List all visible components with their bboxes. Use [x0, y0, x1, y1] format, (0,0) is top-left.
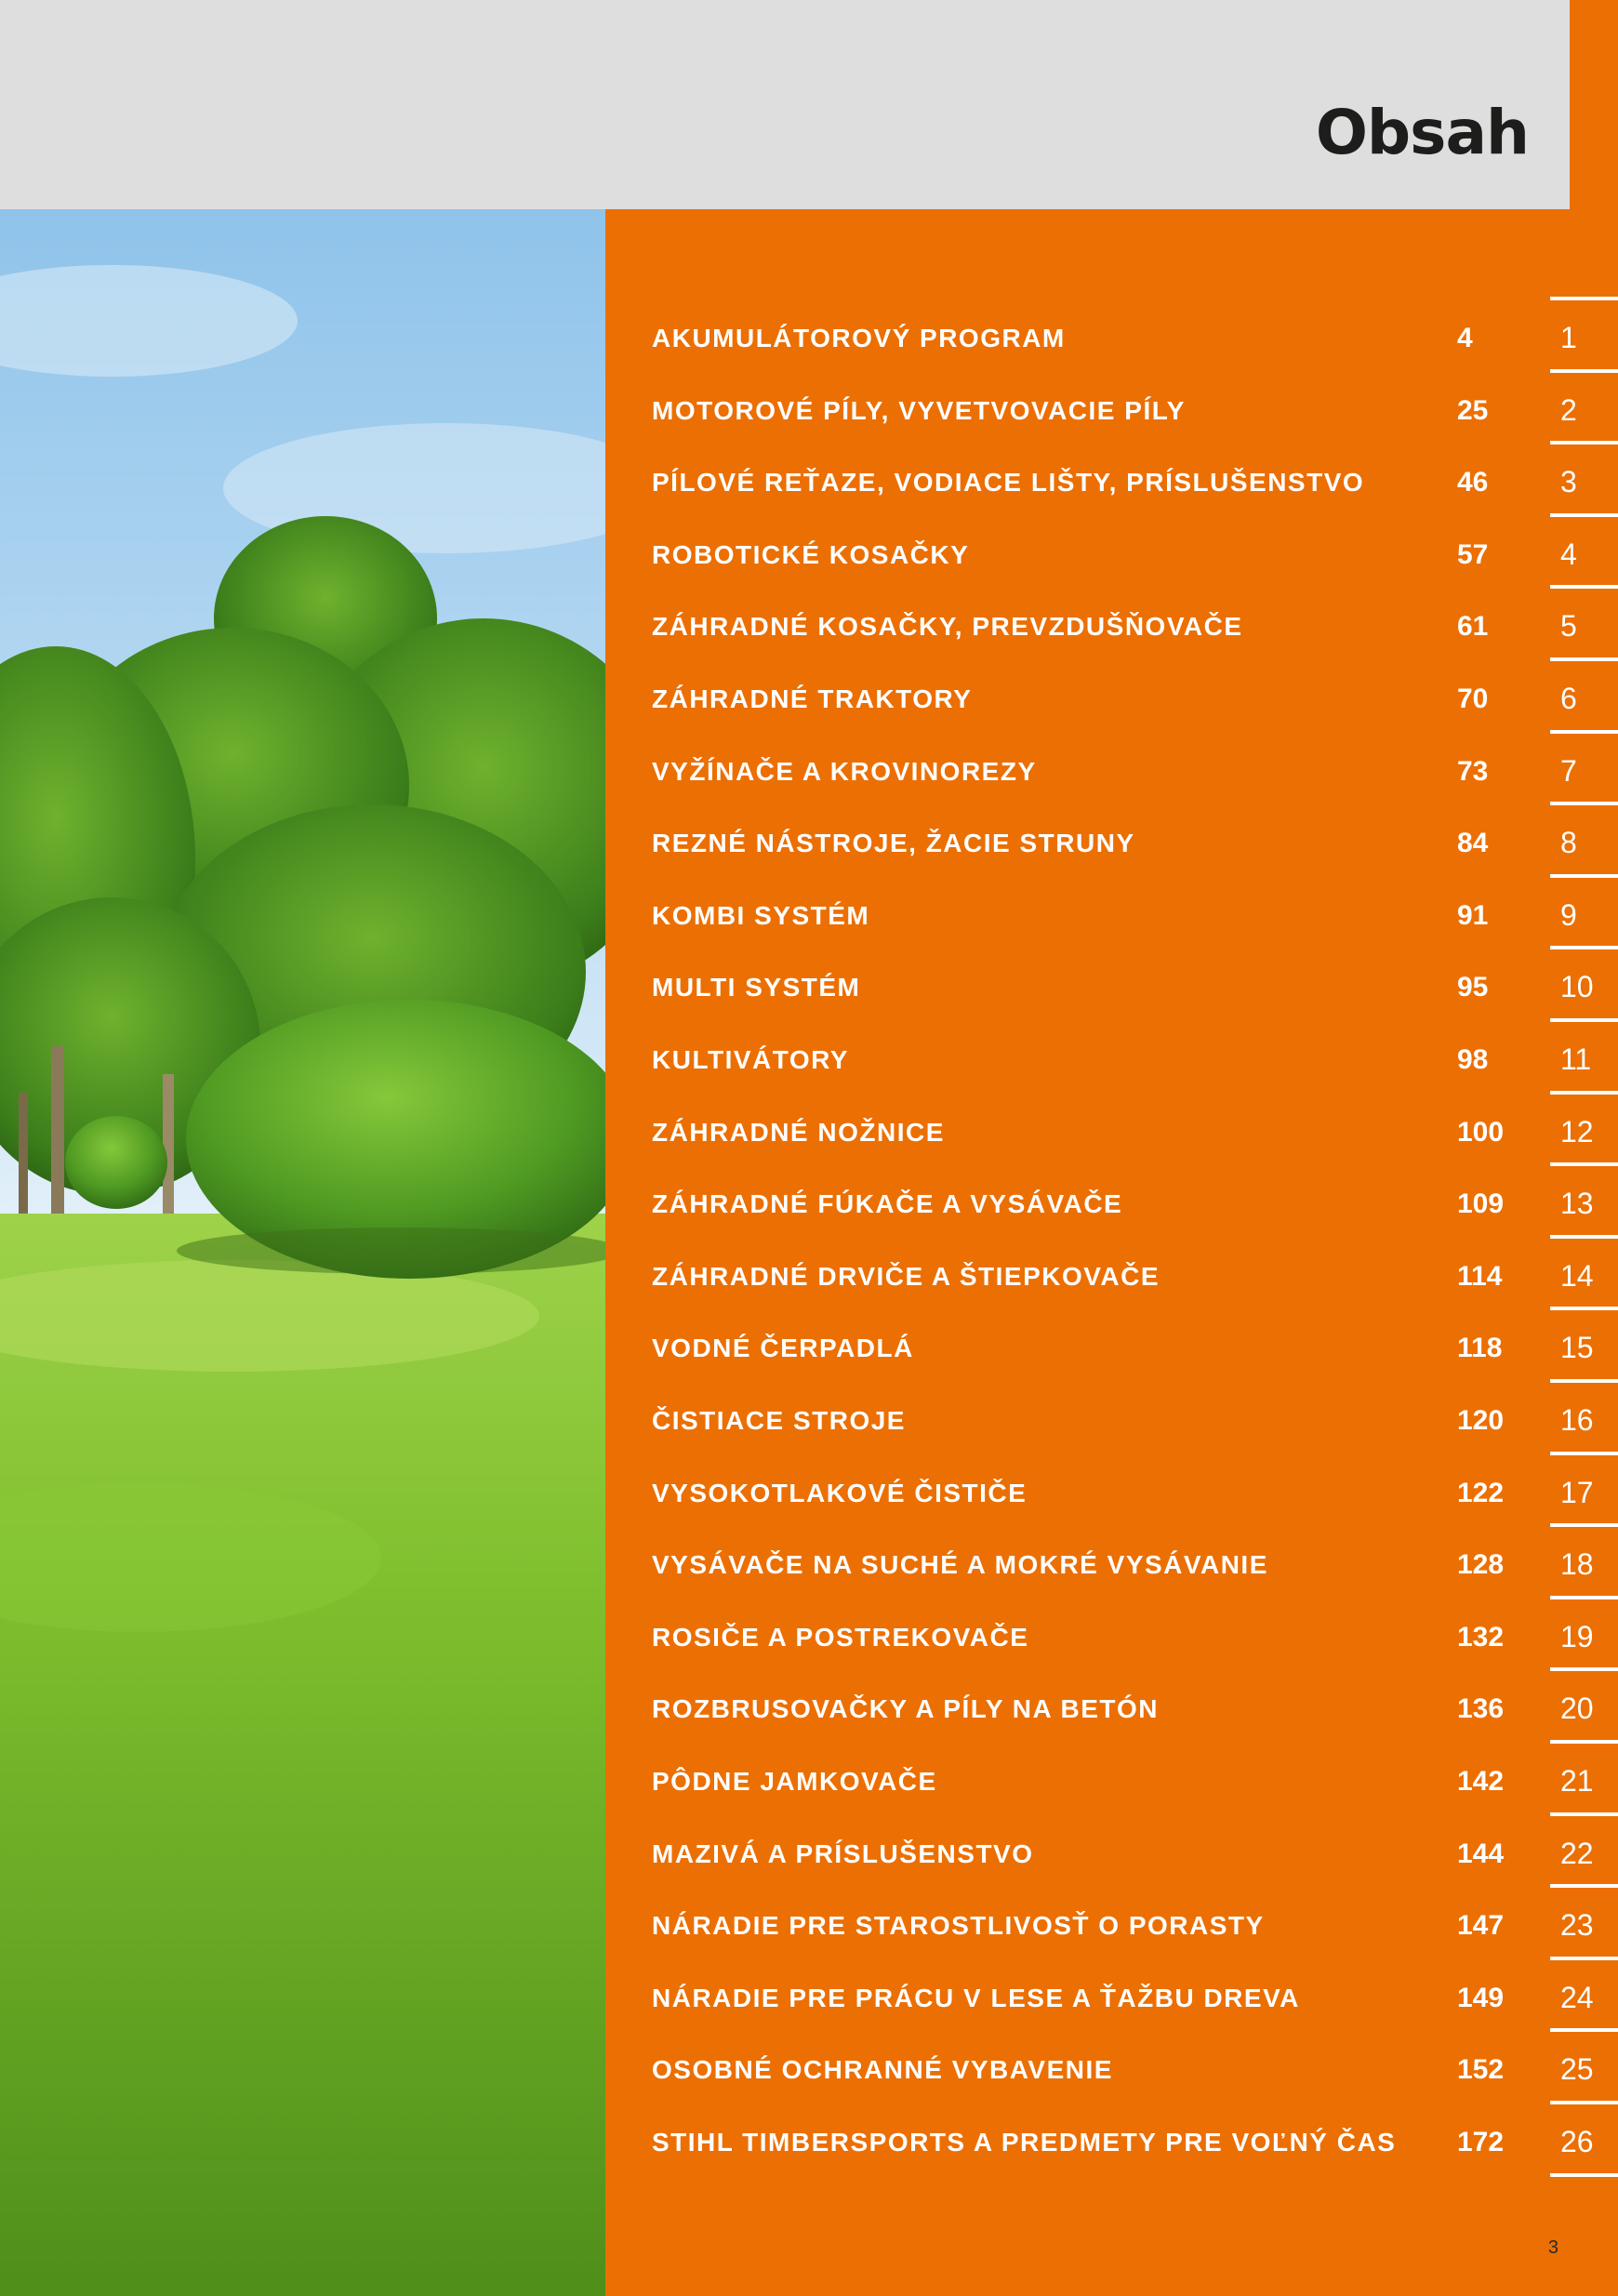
- toc-entry-title: ROSIČE A POSTREKOVAČE: [652, 1622, 1029, 1652]
- chapter-tab-number: 22: [1560, 1836, 1594, 1870]
- chapter-tab-number: 6: [1560, 682, 1577, 715]
- toc-entry[interactable]: [605, 302, 1618, 375]
- toc-entry-page: 142: [1457, 1766, 1505, 1797]
- toc-entry[interactable]: [605, 2106, 1618, 2179]
- toc-entry-page: 4: [1457, 323, 1473, 353]
- toc-entry-title: PÔDNE JAMKOVAČE: [652, 1767, 937, 1796]
- toc-entry[interactable]: [605, 1890, 1618, 1962]
- chapter-tab-divider: [1550, 657, 1618, 661]
- toc-entry-title: VODNÉ ČERPADLÁ: [652, 1334, 914, 1363]
- toc-entry[interactable]: [605, 1241, 1618, 1313]
- chapter-tab-divider: [1550, 730, 1618, 734]
- toc-entry-title: ZÁHRADNÉ DRVIČE A ŠTIEPKOVAČE: [652, 1261, 1160, 1291]
- chapter-tab-number: 12: [1560, 1114, 1594, 1148]
- toc-entry[interactable]: [605, 519, 1618, 591]
- toc-entry[interactable]: [605, 1457, 1618, 1530]
- toc-entry[interactable]: [605, 1601, 1618, 1674]
- chapter-tab-number: 14: [1560, 1258, 1594, 1293]
- chapter-tab-number: 11: [1560, 1042, 1592, 1076]
- chapter-tab-divider: [1550, 1162, 1618, 1166]
- toc-entry-page: 91: [1457, 899, 1489, 931]
- toc-entry-title: PÍLOVÉ REŤAZE, VODIACE LIŠTY, PRÍSLUŠENSTVO: [652, 468, 1365, 498]
- toc-entry-title: MAZIVÁ A PRÍSLUŠENSTVO: [652, 1838, 1034, 1868]
- toc-entry-title: ROZBRUSOVAČKY A PÍLY NA BETÓN: [652, 1694, 1159, 1724]
- toc-entry-title: REZNÉ NÁSTROJE, ŽACIE STRUNY: [652, 829, 1135, 858]
- toc-entry-page: 73: [1457, 755, 1489, 787]
- chapter-tab-divider: [1550, 874, 1618, 878]
- chapter-tab-divider: [1550, 513, 1618, 517]
- toc-entry-page: 147: [1457, 1910, 1505, 1942]
- toc-entry-title: OSOBNÉ OCHRANNÉ VYBAVENIE: [652, 2055, 1113, 2085]
- toc-entry[interactable]: [605, 1673, 1618, 1745]
- toc-entry-page: 84: [1457, 828, 1489, 859]
- toc-entry-title: NÁRADIE PRE PRÁCU V LESE A ŤAŽBU DREVA: [652, 1983, 1300, 2012]
- chapter-tab-number: 9: [1560, 897, 1577, 932]
- toc-entry-page: 122: [1457, 1477, 1505, 1508]
- toc-entry-title: VYSÁVAČE NA SUCHÉ A MOKRÉ VYSÁVANIE: [652, 1550, 1268, 1580]
- chapter-tab-number: 23: [1560, 1908, 1594, 1943]
- toc-entry-page: 46: [1457, 467, 1489, 498]
- toc-entry-title: AKUMULÁTOROVÝ PROGRAM: [652, 324, 1066, 352]
- toc-entry[interactable]: [605, 951, 1618, 1024]
- chapter-tab-number: 4: [1560, 537, 1577, 571]
- toc-entry-page: 149: [1457, 1982, 1505, 2013]
- chapter-tab-divider: [1550, 1667, 1618, 1671]
- chapter-tab-number: 20: [1560, 1692, 1594, 1726]
- chapter-tab-divider: [1550, 1957, 1618, 1960]
- chapter-tab-divider: [1550, 297, 1618, 300]
- toc-entry[interactable]: [605, 1096, 1618, 1169]
- toc-entry-page: 118: [1457, 1333, 1503, 1364]
- chapter-tab-number: 17: [1560, 1475, 1594, 1509]
- garden-photo: [0, 209, 605, 2296]
- toc-entry[interactable]: [605, 1168, 1618, 1241]
- toc-entry-title: ZÁHRADNÉ KOSAČKY, PREVZDUŠŇOVAČE: [652, 612, 1243, 642]
- chapter-tab-number: 8: [1560, 826, 1577, 860]
- toc-entry-page: 136: [1457, 1693, 1505, 1725]
- toc-entry-page: 57: [1457, 538, 1489, 570]
- toc-entry[interactable]: [605, 807, 1618, 880]
- chapter-tab-divider: [1550, 946, 1618, 949]
- toc-entry-title: ZÁHRADNÉ FÚKAČE A VYSÁVAČE: [652, 1189, 1123, 1219]
- chapter-tab-number: 7: [1560, 753, 1577, 788]
- toc-entry-page: 98: [1457, 1044, 1489, 1075]
- toc-entry[interactable]: [605, 880, 1618, 952]
- toc-entry-page: 144: [1457, 1838, 1505, 1869]
- accent-strip: [1570, 0, 1618, 209]
- toc-entry-page: 128: [1457, 1549, 1505, 1581]
- toc-entry-title: MULTI SYSTÉM: [652, 973, 861, 1002]
- toc-entry-page: 152: [1457, 2054, 1505, 2086]
- chapter-tab-divider: [1550, 1452, 1618, 1455]
- chapter-tab-divider: [1550, 1235, 1618, 1239]
- toc-entry[interactable]: [605, 446, 1618, 519]
- chapter-tab-divider: [1550, 1379, 1618, 1383]
- chapter-tab-divider: [1550, 1018, 1618, 1022]
- toc-entry-page: 120: [1457, 1405, 1505, 1436]
- chapter-tab-divider: [1550, 441, 1618, 445]
- toc-entry[interactable]: [605, 2034, 1618, 2106]
- chapter-tab-divider: [1550, 2101, 1618, 2104]
- chapter-tab-number: 25: [1560, 2052, 1594, 2087]
- toc-entry[interactable]: [605, 591, 1618, 663]
- toc-entry-page: 114: [1457, 1260, 1503, 1292]
- toc-entry-title: KULTIVÁTORY: [652, 1045, 849, 1074]
- chapter-tab-number: 13: [1560, 1187, 1594, 1221]
- chapter-tab-number: 5: [1560, 609, 1577, 644]
- toc-entry-title: ČISTIACE STROJE: [652, 1406, 906, 1435]
- toc-entry-title: NÁRADIE PRE STAROSTLIVOSŤ O PORASTY: [652, 1911, 1265, 1941]
- toc-entry[interactable]: [605, 1818, 1618, 1891]
- toc-entry[interactable]: [605, 663, 1618, 736]
- toc-entry[interactable]: [605, 1024, 1618, 1096]
- toc-entry-page: 109: [1457, 1188, 1505, 1220]
- chapter-tab-number: 2: [1560, 392, 1577, 427]
- toc-entry[interactable]: [605, 1962, 1618, 2035]
- toc-entry-page: 132: [1457, 1621, 1505, 1652]
- toc-entry-page: 70: [1457, 683, 1489, 714]
- chapter-tab-number: 19: [1560, 1619, 1594, 1653]
- chapter-tab-divider: [1550, 1812, 1618, 1816]
- toc-entry-page: 95: [1457, 972, 1489, 1003]
- chapter-tab-number: 18: [1560, 1547, 1594, 1582]
- chapter-tab-divider: [1550, 1523, 1618, 1527]
- chapter-tab-divider: [1550, 1091, 1618, 1095]
- toc-entry[interactable]: [605, 1312, 1618, 1385]
- toc-entry-page: 61: [1457, 611, 1489, 643]
- toc-entry[interactable]: [605, 1529, 1618, 1601]
- toc-entry-title: VYŽÍNAČE A KROVINOREZY: [652, 756, 1037, 786]
- chapter-tab-divider: [1550, 2028, 1618, 2032]
- table-of-contents: [605, 209, 1618, 2296]
- toc-entry[interactable]: [605, 1745, 1618, 1818]
- chapter-tab-divider: [1550, 1596, 1618, 1599]
- chapter-tab-number: 10: [1560, 970, 1594, 1004]
- toc-entry-title: VYSOKOTLAKOVÉ ČISTIČE: [652, 1478, 1028, 1507]
- chapter-tab-number: 3: [1560, 465, 1577, 499]
- toc-entry-title: STIHL TIMBERSPORTS A PREDMETY PRE VOĽNÝ ČAS: [652, 2128, 1397, 2157]
- chapter-tab-number: 1: [1560, 321, 1577, 354]
- toc-entry[interactable]: [605, 375, 1618, 447]
- chapter-tab-divider: [1550, 1307, 1618, 1310]
- chapter-tab-number: 15: [1560, 1331, 1594, 1365]
- chapter-tab-number: 26: [1560, 2125, 1594, 2158]
- toc-entry-page: 172: [1457, 2127, 1505, 2157]
- toc-entry-page: 25: [1457, 394, 1489, 426]
- toc-entry[interactable]: [605, 1385, 1618, 1457]
- chapter-tab-divider: [1550, 802, 1618, 805]
- chapter-tab-divider: [1550, 1740, 1618, 1744]
- toc-entry-title: MOTOROVÉ PÍLY, VYVETVOVACIE PÍLY: [652, 395, 1186, 425]
- toc-entry-title: KOMBI SYSTÉM: [652, 900, 870, 930]
- toc-entry[interactable]: [605, 736, 1618, 808]
- toc-entry-title: ZÁHRADNÉ NOŽNICE: [652, 1117, 945, 1147]
- page-number: 3: [1547, 2237, 1558, 2258]
- chapter-tab-divider: [1550, 369, 1618, 373]
- toc-entry-page: 100: [1457, 1116, 1505, 1148]
- chapter-tab-divider: [1550, 585, 1618, 589]
- toc-entry-title: ROBOTICKÉ KOSAČKY: [652, 539, 970, 569]
- chapter-tab-divider: [1550, 1884, 1618, 1888]
- toc-entry-title: ZÁHRADNÉ TRAKTORY: [652, 684, 973, 713]
- chapter-tab-number: 16: [1560, 1403, 1594, 1437]
- chapter-tab-number: 21: [1560, 1764, 1594, 1798]
- chapter-tab-number: 24: [1560, 1980, 1594, 2014]
- chapter-tab-divider: [1550, 2173, 1618, 2177]
- page-title: Obsah: [1315, 97, 1529, 168]
